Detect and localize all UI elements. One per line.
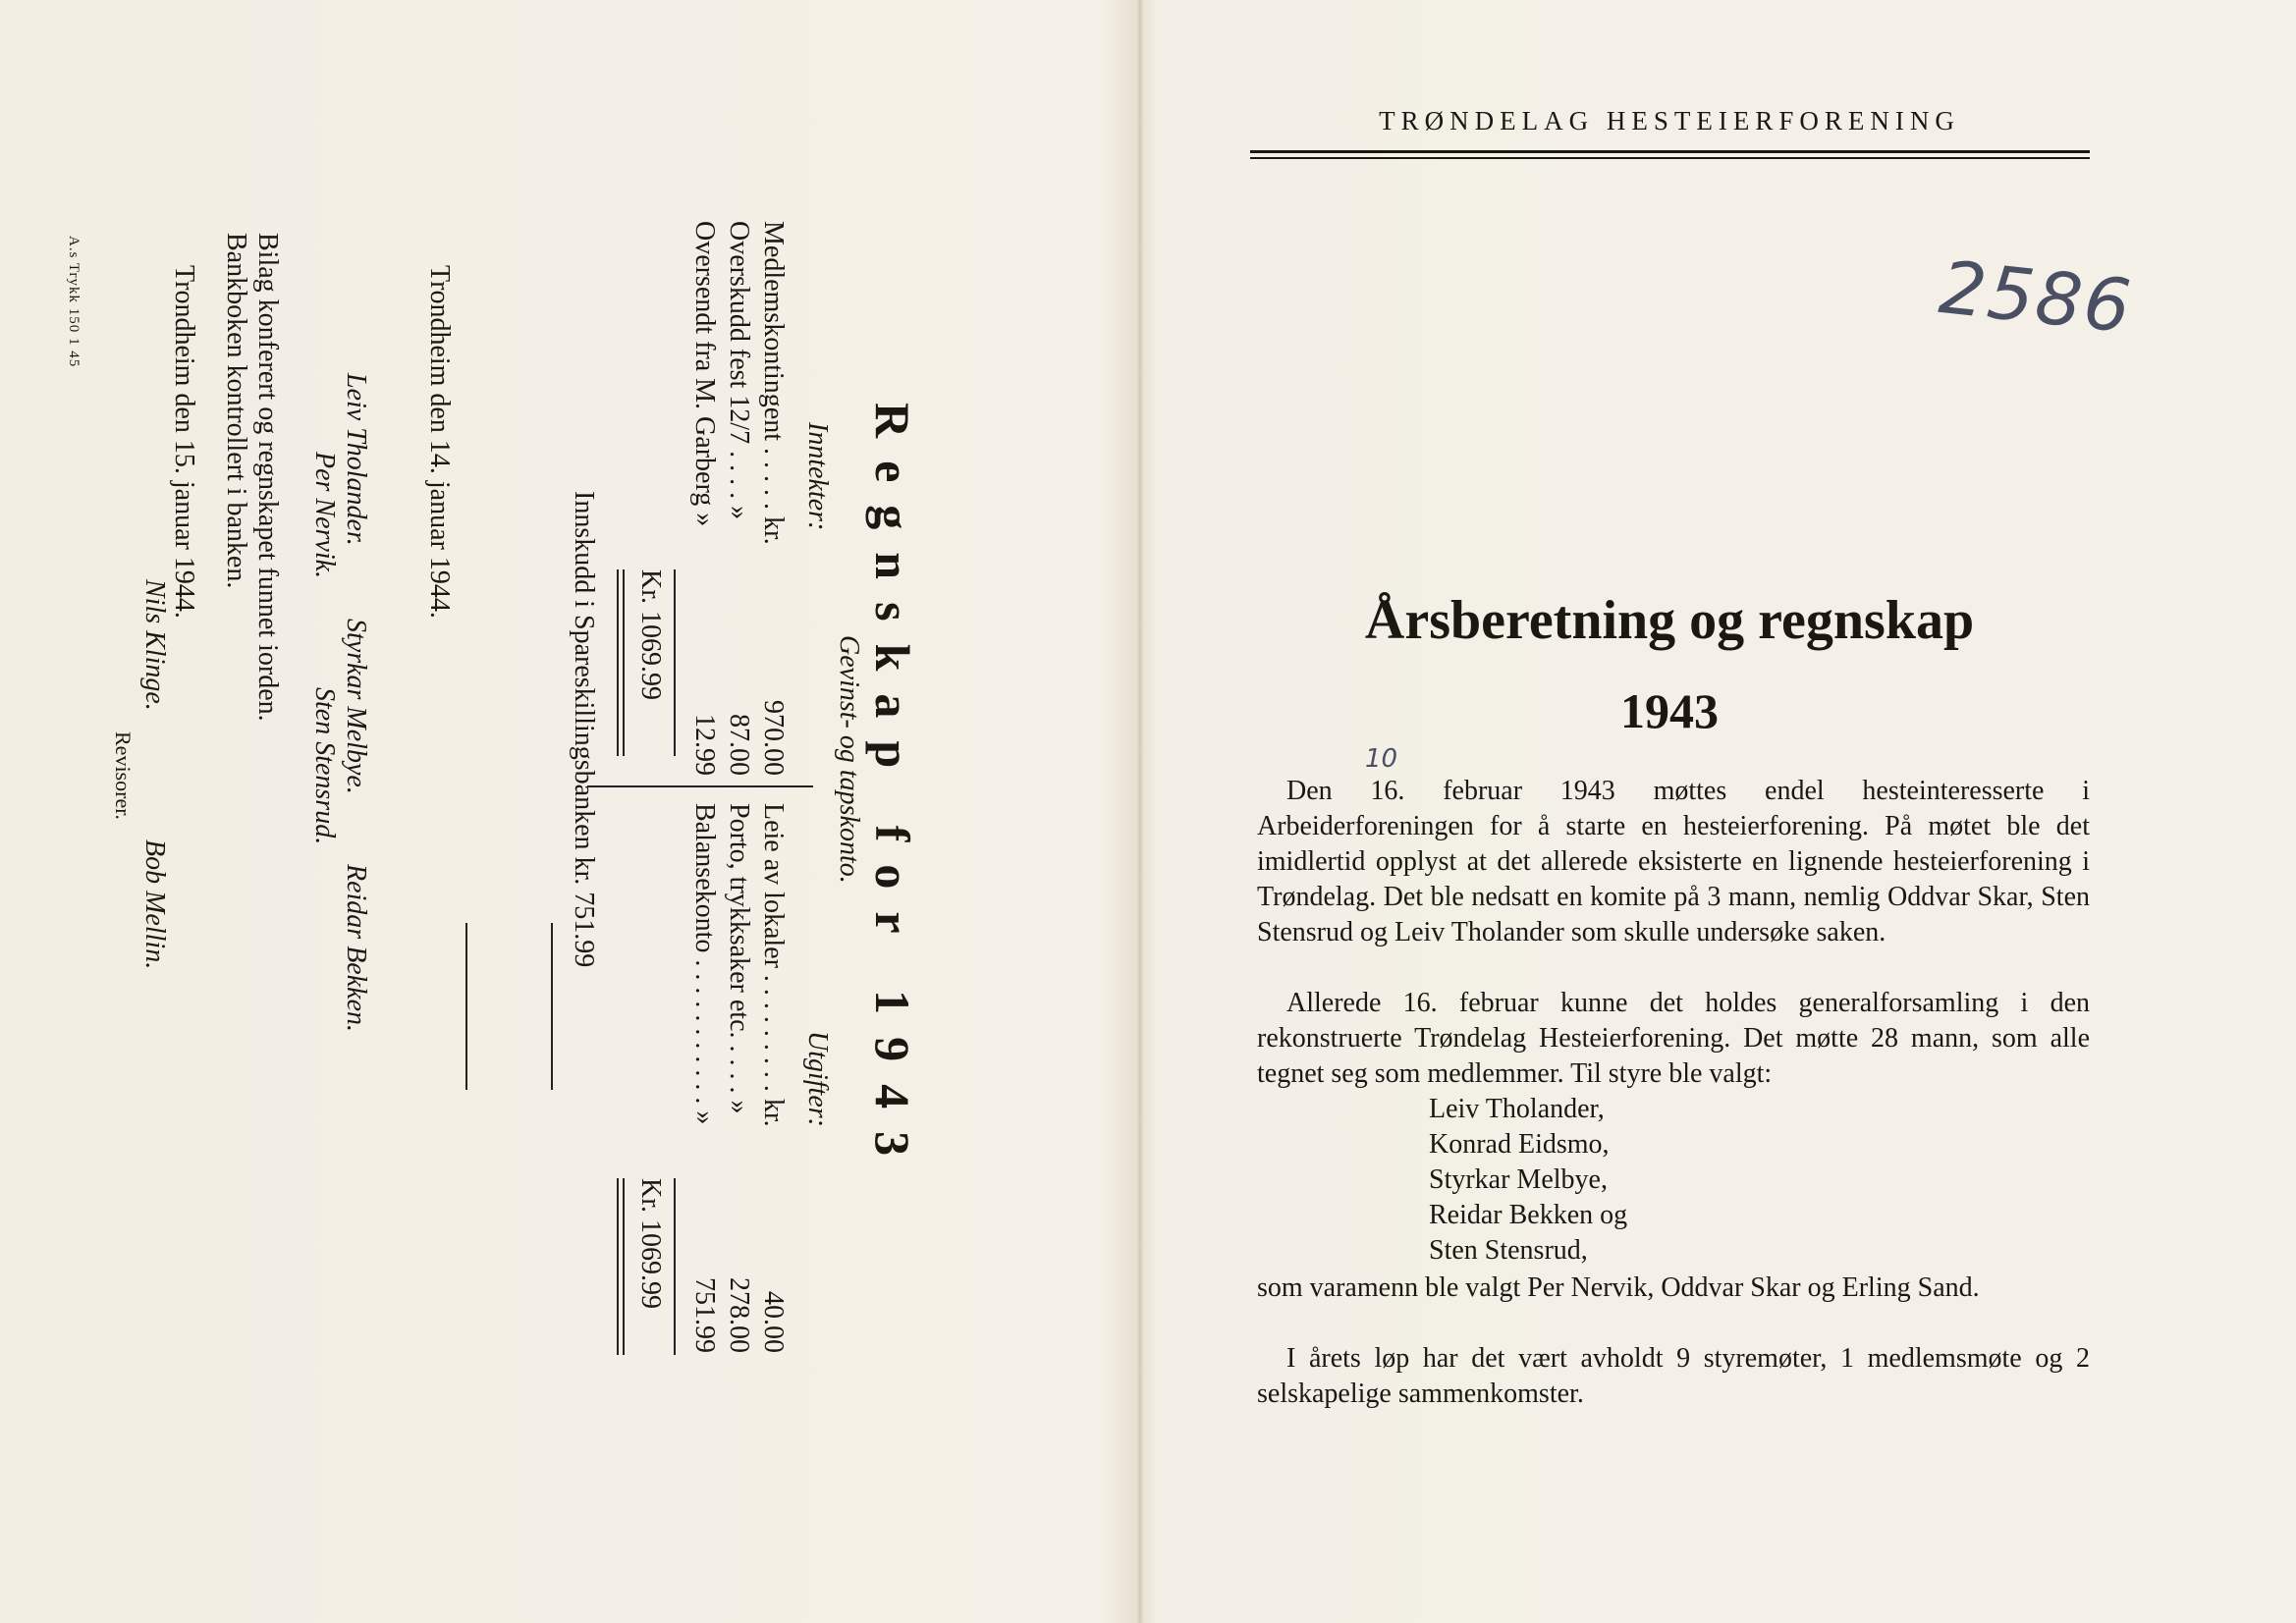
header-rule xyxy=(1250,150,2090,153)
accounts-subtitle: Gevinst- og tapskonto. xyxy=(834,635,864,884)
header-rule xyxy=(1250,157,2090,159)
audit-line: Bilag konferert og regnskapet funnet iorden. xyxy=(252,233,283,722)
deposit-line-rule xyxy=(551,923,553,1090)
accounts-title: Regnskap for 1943 xyxy=(865,403,920,1179)
column-divider xyxy=(587,785,813,787)
paragraph-general-assembly: Allerede 16. februar kunne det holdes generalforsamling i den rekonstruerte Trøndelag Hesteierforening. Det møtte 28 mann, som alle tegnet seg som medlemmer. Til styre ble valgt: xyxy=(1257,988,2090,1089)
expense-sum-line xyxy=(674,1178,676,1355)
auditor-bob-mellin: Bob Mellin. xyxy=(139,839,170,970)
income-total: Kr. 1069.99 xyxy=(635,569,666,700)
organization-header: TRØNDELAG HESTEIERFORENING xyxy=(1379,106,1960,135)
expense-total-line xyxy=(617,1178,619,1355)
report-year: 1943 xyxy=(1620,683,1719,738)
signature-per-nervik: Per Nervik. xyxy=(309,452,340,579)
audit-line: Bankboken kontrollert i banken. xyxy=(221,233,251,589)
auditors-label: Revisorer. xyxy=(111,731,136,820)
handwritten-date-correction: 10 xyxy=(1365,744,1398,774)
paragraph-deputies: som varamenn ble valgt Per Nervik, Oddvar Skar og Erling Sand. xyxy=(1257,1272,1980,1303)
income-sum-line xyxy=(674,569,676,756)
signature-reidar-bekken: Reidar Bekken. xyxy=(341,864,371,1033)
handwritten-archive-number: 2586 xyxy=(1936,244,2137,351)
page-fold xyxy=(1137,0,1143,1623)
board-member: Reidar Bekken og xyxy=(1429,1200,1628,1230)
auditor-nils-klinge: Nils Klinge. xyxy=(139,579,170,711)
expense-header: Utgifter: xyxy=(802,1031,833,1127)
report-title: Årsberetning og regnskap xyxy=(1364,590,1975,651)
expense-total: Kr. 1069.99 xyxy=(635,1178,666,1309)
paragraph-meetings: I årets løp har det vært avholdt 9 styremøter, 1 medlemsmøte og 2 selskapelige sammenkomster. xyxy=(1257,1343,2090,1409)
paragraph-founding: Den 16. februar 1943 møttes endel hesteinteresserte i Arbeiderforeningen for å starte en hesteierforening. På møtet ble det imidlertid opplyst at det allerede eksisterte en lignende hesteierforening i Trøndelag. Det ble nedsatt en komite på 3 mann, nemlig Oddvar Skar, Sten Stensrud og Leiv Tholander som skulle undersøke saken. xyxy=(1257,776,2090,947)
income-total-line xyxy=(617,569,619,756)
board-member: Leiv Tholander, xyxy=(1429,1094,1605,1124)
deposit-line-rule xyxy=(465,923,467,1090)
board-member: Styrkar Melbye, xyxy=(1429,1164,1608,1195)
deposit-line: Innskudd i Spareskillingsbanken kr. 751.99 xyxy=(569,491,599,968)
board-member: Sten Stensrud, xyxy=(1429,1235,1588,1266)
printer-imprint: A.s Trykk 150 1 45 xyxy=(66,236,82,368)
left-page xyxy=(0,0,1137,1623)
signature-leiv-tholander: Leiv Tholander. xyxy=(341,373,371,546)
signature-sten-stensrud: Sten Stensrud. xyxy=(309,687,340,845)
income-total-line xyxy=(623,569,625,756)
signature-styrkar-melbye: Styrkar Melbye. xyxy=(341,619,371,794)
expense-total-line xyxy=(623,1178,625,1355)
board-member: Konrad Eidsmo, xyxy=(1429,1129,1610,1160)
date-audited: Trondheim den 15. januar 1944. xyxy=(169,265,199,619)
date-signed: Trondheim den 14. januar 1944. xyxy=(424,265,455,619)
income-header: Inntekter: xyxy=(802,422,833,531)
rotated-accounts: Regnskap for 1943 Gevinst- og tapskonto. Inntekter: Utgifter: Medlemskontingent . . . . . kr. 970.00 Overskudd fest 12/7 . . . . » 87.00 Oversendt fra M. Garberg » 12.99 Kr. 1069.99 Leie av lokaler . . . . . . . . . kr. 40.00 Porto, trykksaker etc. . . . . » 278.00 Balansekonto . . . . . . . . . . . » 751.99 Kr. 1069.99 Innskudd i Spareskillingsbanken kr. 751.99 Trondheim den 14. januar 1944. Leiv Tholander. Styrkar Melbye. Reidar Bekken. Per Nervik. Sten Stensrud. Bilag konferert og regnskapet funnet iorden. Bankboken kontrollert i banken. Trondheim den 15. januar 1944. Nils Klinge. Bob Mellin. Revisorer. A.s Trykk 150 1 45 xyxy=(66,221,920,1353)
